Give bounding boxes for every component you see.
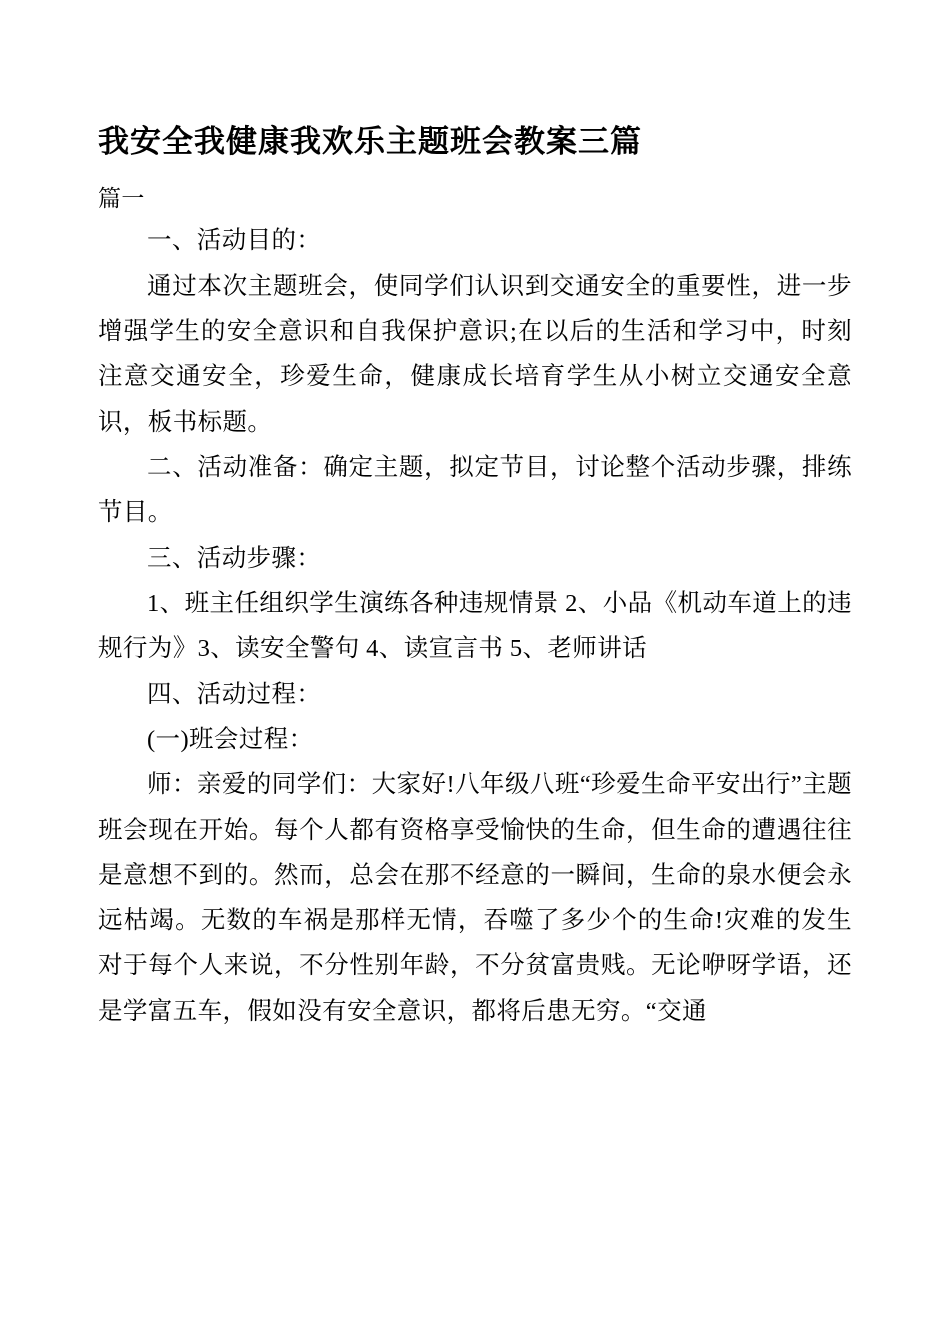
paragraph-section-preparation: 二、活动准备：确定主题，拟定节目，讨论整个活动步骤，排练节目。: [98, 454, 852, 527]
paragraph-section-process-heading: 四、活动过程：: [147, 680, 322, 708]
paragraph-piece-one-label: 篇一: [98, 186, 145, 212]
paragraph-steps-body: 1、班主任组织学生演练各种违规情景 2、小品《机动车道上的违规行为》3、读安全警句 4、读宣言书 5、老师讲话: [98, 589, 852, 663]
paragraph-teacher-speech: 师：亲爱的同学们：大家好!八年级八班“珍爱生命平安出行”主题班会现在开始。每个人都有资格享受愉快的生命，但生命的遭遇往往是意想不到的。然而，总会在那不经意的一瞬间，生命的泉水便会永远枯竭。无数的车祸是那样无情，吞噬了多少个的生命!灾难的发生对于每个人来说，不分性别年龄，不分贫富贵贱。无论咿呀学语，还是学富五车，假如没有安全意识，都将后患无穷。“交通: [98, 771, 852, 1025]
paragraph-purpose-body: 通过本次主题班会，使同学们认识到交通安全的重要性，进一步增强学生的安全意识和自我保护意识;在以后的生活和学习中，时刻注意交通安全，珍爱生命，健康成长培育学生从小树立交通安全意识，板书标题。: [98, 272, 852, 436]
paragraph-section-steps-heading: 三、活动步骤：: [147, 544, 322, 572]
paragraph-section-purpose-heading: 一、活动目的：: [147, 227, 322, 255]
paragraph-subsection-class-meeting: (一)班会过程：: [147, 725, 314, 753]
page-title: 我安全我健康我欢乐主题班会教案三篇: [98, 124, 642, 159]
